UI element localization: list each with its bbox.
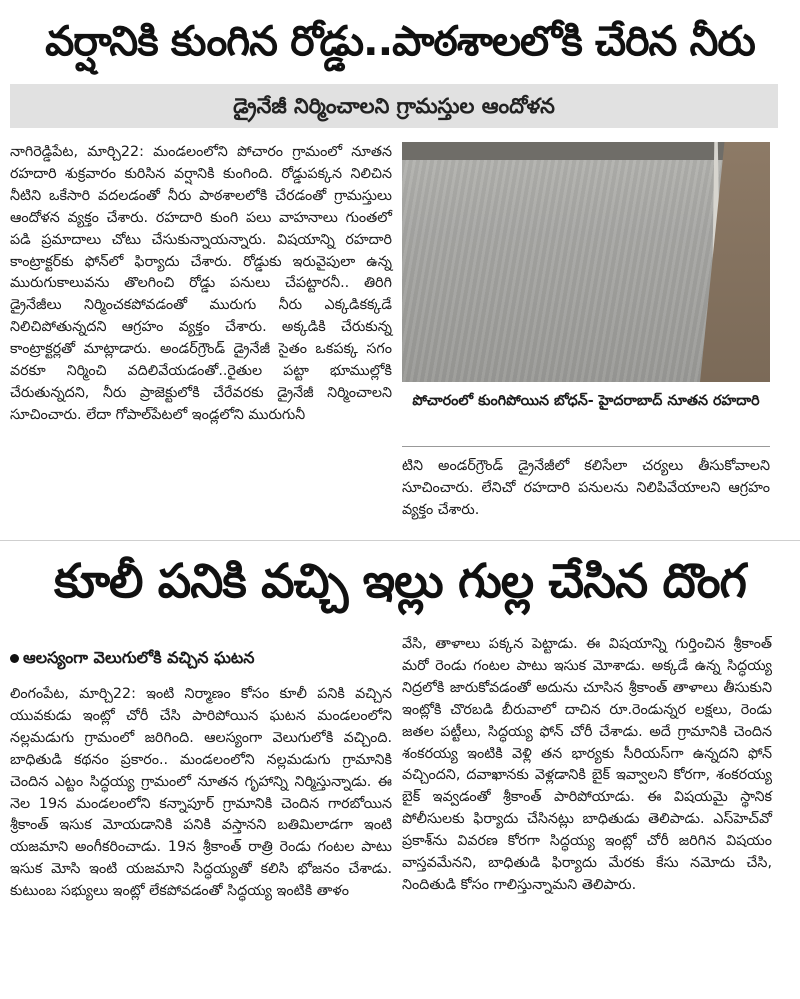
story2-column-left — [10, 684, 392, 903]
story1-paragraph-continued: టిని అండర్‌గ్రౌండ్ డ్రైనేజీలో కలిసేలా చర్యలు తీసుకోవాలని సూచించారు. లేనిచో రహదారి పనులను నిలిపివేయాలని ఆగ్రహం వ్యక్తం చేశారు. — [402, 458, 770, 518]
story2-column-right — [402, 634, 772, 897]
story2-paragraph: లింగంపేట, మార్చి22: ఇంటి నిర్మాణం కోసం కూలీ పనికి వచ్చిన యువకుడు ఇంట్లో చోరీ చేసి పారిపోయిన ఘటన మండలంలోని నల్లమడుగు గ్రామంలో జరిగింది. ఆలస్యంగా వెలుగులోకి వచ్చింది. బాధితుడి కథనం ప్రకారం.. మండలంలోని నల్లమడుగు గ్రామానికి చెందిన ఎట్టం సిద్ధయ్య గ్రామంలో నూతన గృహాన్ని నిర్మిస్తున్నాడు. ఈ నెల 19న మండలంలోని కన్నాపూర్ గ్రామానికి చెందిన గారబోయిన శ్రీకాంత్ ఇసుక మోయడానికి పనికి వస్తానని బతిమిలాడగా ఇంటి యజమాని అంగీకరించాడు. 19న శ్రీకాంత్ రాత్రి రెండు గంటల పాటు ఇసుక మోసి ఇంటి యజమాని సిద్ధయ్యతో కలిసి భోజనం చేశాడు. కుటుంబ సభ్యులు ఇంట్లో లేకపోవడంతో సిద్ధయ్య ఇంటికి తాళం — [10, 686, 392, 900]
story2-paragraph-continued: వేసి, తాళాలు పక్కన పెట్టాడు. ఈ విషయాన్ని గుర్తించిన శ్రీకాంత్ మరో రెండు గంటల పాటు ఇసుక మోశాడు. అక్కడే ఉన్న సిద్ధయ్య నిద్రలోకి జారుకోవడంతో అదును చూసిన శ్రీకాంత్ తాళాలు తీసుకుని ఇంట్లోకి చొరబడి బీరువాలో దాచిన రూ.రెండున్నర లక్షలు, రెండు జతల పట్టీలు, సిద్ధయ్య ఫోన్ చోరీ చేశాడు. అదే గ్రామానికి చెందిన శంకరయ్య ఇంటికి వెళ్లి తన భార్యకు సీరియస్‌గా ఉన్నదని ఫోన్ వచ్చిందని, దవాఖానకు వెళ్లడానికి బైక్ ఇవ్వాలని కోరగా, శంకరయ్య బైక్ ఇవ్వడంతో శ్రీకాంత్ పారిపోయాడు. ఈ విషయమై స్థానిక పోలీసులకు ఫిర్యాదు చేసినట్లు బాధితుడు తెలిపాడు. ఎస్‌హెచ్‌వో ప్రకాశ్‌ను వివరణ కోరగా సిద్ధయ్య ఇంట్లో చోరీ జరిగిన విషయం వాస్తవమేనని, బాధితుడి ఫిర్యాదు మేరకు కేసు నమోదు చేసి, నిందితుడి కోసం గాలిస్తున్నామని తెలిపారు. — [402, 636, 772, 893]
story2-bullet — [10, 646, 392, 670]
story1-headline: వర్షానికి కుంగిన రోడ్డు..పాఠశాలలోకి చేరిన నీరు — [45, 17, 755, 65]
story-divider — [0, 540, 800, 541]
photo-caption: పోచారంలో కుంగిపోయిన బోధన్- హైదరాబాద్ నూతన రహదారి — [412, 393, 760, 409]
story1-subheadline: డ్రైనేజీ నిర్మించాలని గ్రామస్తుల ఆందోళన — [10, 84, 778, 128]
road-photo — [402, 142, 770, 382]
story1-column-right — [402, 456, 770, 522]
caption-divider — [402, 446, 770, 447]
bullet-icon — [10, 654, 19, 663]
story1-column-left — [10, 142, 392, 427]
story1-paragraph: నాగిరెడ్డిపేట, మార్చి22: మండలంలోని పోచారం గ్రామంలో నూతన రహదారి శుక్రవారం కురిసిన వర్షానికి కుంగింది. రోడ్డుపక్కన నిలిచిన నీటిని ఒకేసారి వదలడంతో నీరు పాఠశాలలోకి చేరడంతో గ్రామస్తులు ఆందోళన వ్యక్తం చేశారు. రహదారి కుంగి పలు వాహనాలు గుంతలో పడి ప్రమాదాలు చోటు చేసుకున్నాయన్నారు. విషయాన్ని రహదారి కాంట్రాక్టర్‌కు ఫోన్‌లో ఫిర్యాదు చేశారు. రోడ్డుకు ఇరువైపులా ఉన్న మురుగుకాలువను తొలగించి రోడ్డు పనులు చేపట్టారనీ.. తిరిగి డ్రైనేజీలు నిర్మించకపోవడంతో మురుగు నీరు ఎక్కడికక్కడే నిలిచిపోతున్నదని ఆగ్రహం వ్యక్తం చేశారు. అక్కడికి చేరుకున్న కాంట్రాక్టర్లతో మాట్లాడారు. అండర్‌గ్రౌండ్ డ్రైనేజీ సైతం ఒకపక్క సగం వరకూ నిర్మించి వదిలివేయడంతో..రైతుల పట్టా భూముల్లోకి చేరుతున్నదని, నీరు ప్రాజెక్టులోకి చేరేవరకు డ్రైనేజీ నిర్మించాలని సూచించారు. లేదా గోపాల్‌పేటలో ఇండ్లలోని మురుగునీ — [10, 144, 392, 423]
story2-headline: కూలీ పనికి వచ్చి ఇల్లు గుల్ల చేసిన దొంగ — [54, 554, 746, 609]
story2-bullet-text: ఆలస్యంగా వెలుగులోకి వచ్చిన ఘటన — [23, 648, 255, 667]
